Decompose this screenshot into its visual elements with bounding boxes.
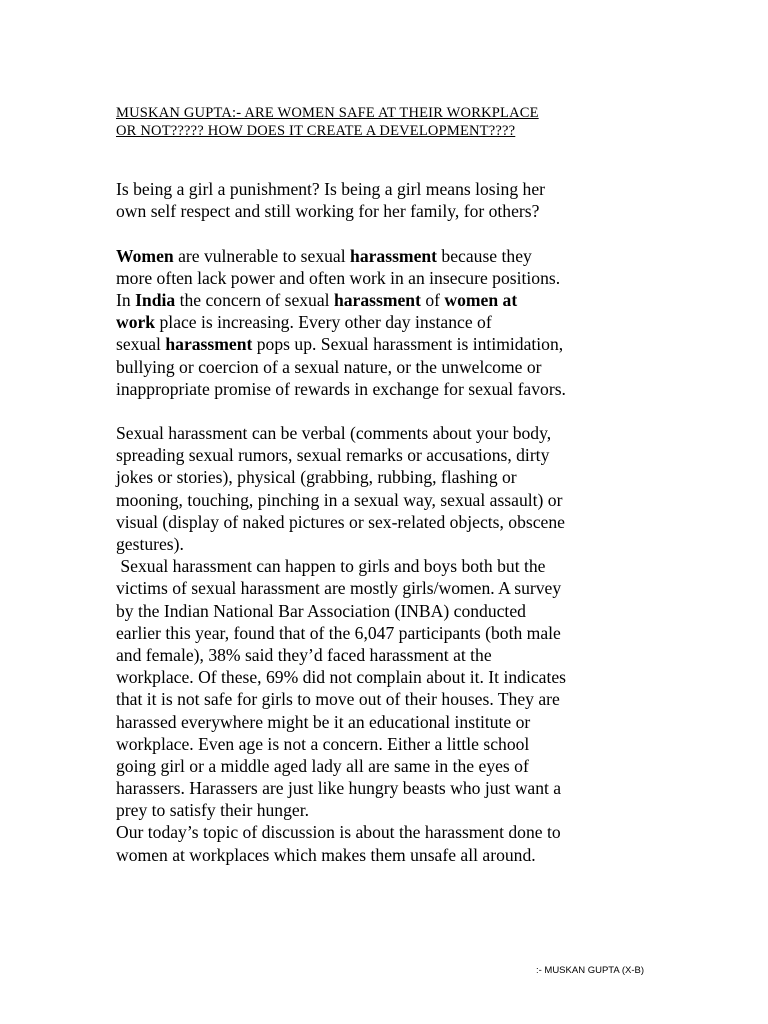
text-line: more often lack power and often work in an insecure positions. [116,267,561,288]
inline-text: the concern of sexual [175,289,334,310]
inline-text: In [116,289,136,310]
paragraph-gap [116,400,656,422]
text-line: own self respect and still working for her family, for others? [116,201,540,222]
paragraph-gap [116,222,656,244]
bold-text: work [116,312,156,333]
text-line: Sexual harassment can happen to girls and boys both but the [116,556,546,577]
text-line [116,311,656,333]
bold-text: India [135,289,176,310]
bold-text: Women [116,245,174,266]
text-line: visual (display of naked pictures or sex-related objects, obscene [116,511,565,532]
text-line: victims of sexual harassment are mostly girls/women. A survey [116,578,562,599]
paragraph-intro [116,178,656,222]
inline-text: place is increasing. Every other day instance of [155,312,492,333]
title-line: OR NOT????? HOW DOES IT CREATE A DEVELOPMENT???? [116,123,516,139]
text-line: going girl or a middle aged lady all are same in the eyes of [116,755,529,776]
paragraph-vulnerability [116,245,656,400]
text-line: that it is not safe for girls to move out of their houses. They are [116,689,560,710]
text-line: inappropriate promise of rewards in exchange for sexual favors. [116,378,566,399]
text-line: prey to satisfy their hunger. [116,800,309,821]
text-line: workplace. Of these, 69% did not complain about it. It indicates [116,667,566,688]
text-line: Sexual harassment can be verbal (comments about your body, [116,423,552,444]
inline-text: sexual [116,334,166,355]
inline-text: pops up. Sexual harassment is intimidation, [252,334,564,355]
text-line: bullying or coercion of a sexual nature, or the unwelcome or [116,356,542,377]
text-line: workplace. Even age is not a concern. Either a little school [116,733,530,754]
text-line [116,333,656,355]
text-line [116,245,656,267]
document-title [116,104,656,140]
inline-text: of [420,289,445,310]
bold-text: harassment [165,334,253,355]
text-line: mooning, touching, pinching in a sexual way, sexual assault) or [116,489,563,510]
bold-text: women at [444,289,518,310]
text-line: by the Indian National Bar Association (INBA) conducted [116,600,526,621]
paragraph-forms-and-survey [116,422,656,866]
text-line: gestures). [116,534,184,554]
text-line: earlier this year, found that of the 6,047 participants (both male [116,622,561,643]
document-body [116,178,656,866]
text-line: and female), 38% said they’d faced harassment at the [116,644,492,665]
text-line: spreading sexual rumors, sexual remarks or accusations, dirty [116,445,550,466]
bold-text: harassment [350,245,438,266]
text-line: women at workplaces which makes them unsafe all around. [116,844,536,865]
text-line [116,289,656,311]
text-line: Our today’s topic of discussion is about the harassment done to [116,822,561,843]
bold-text: harassment [333,289,421,310]
inline-text: are vulnerable to sexual [173,245,351,266]
text-line: harassers. Harassers are just like hungry beasts who just want a [116,778,562,799]
title-line: MUSKAN GUPTA:- ARE WOMEN SAFE AT THEIR WORKPLACE [116,105,539,121]
text-line: jokes or stories), physical (grabbing, rubbing, flashing or [116,467,517,488]
author-signature: :- MUSKAN GUPTA (X-B) [535,965,644,976]
inline-text: because they [437,245,532,266]
text-line: harassed everywhere might be it an educational institute or [116,711,531,732]
text-line: Is being a girl a punishment? Is being a girl means losing her [116,179,545,199]
